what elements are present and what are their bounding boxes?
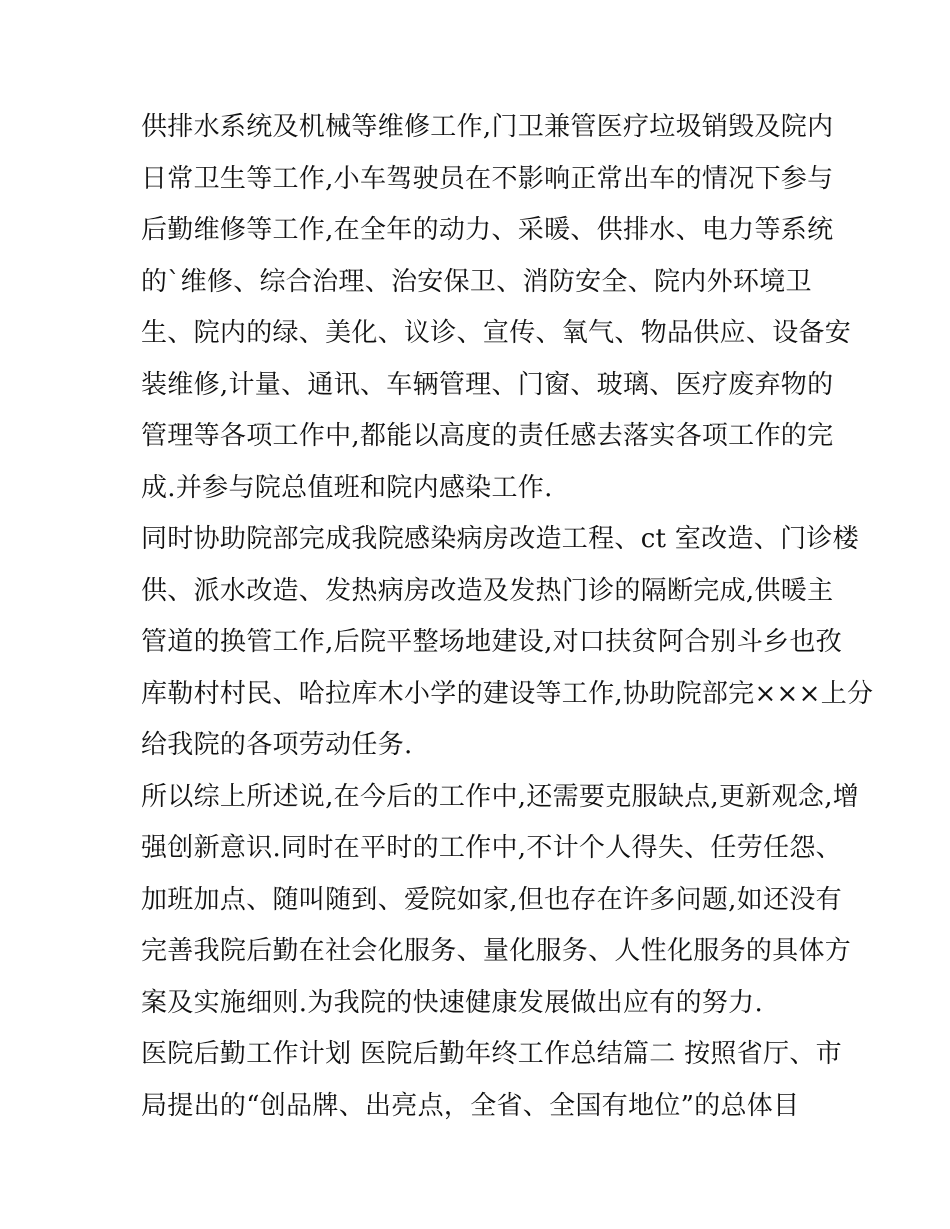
text-line: 给我院的各项劳动任务.	[141, 730, 413, 760]
text-line: 后勤维修等工作,在全年的动力、采暖、供排水、电力等系统	[141, 215, 834, 245]
text-line: 局提出的“创品牌、出亮点，全省、全国有地位”的总体目	[141, 1090, 800, 1121]
text-line: 日常卫生等工作,小车驾驶员在不影响正常出车的情况下参与	[141, 163, 834, 194]
text-line: 成.并参与院总值班和院内感染工作.	[141, 472, 553, 503]
text-line: 管理等各项工作中,都能以高度的责任感去落实各项工作的完	[141, 421, 834, 451]
text-line: 医院后勤工作计划 医院后勤年终工作总结篇二 按照省厅、市	[141, 1039, 842, 1069]
text-line: 加班加点、随叫随到、爱院如家,但也存在许多问题,如还没有	[141, 884, 842, 915]
text-line: 库勒村村民、哈拉库木小学的建设等工作,协助院部完×××上分	[141, 678, 874, 709]
text-line: 装维修,计量、通讯、车辆管理、门窗、玻璃、医疗废弃物的	[141, 369, 834, 400]
text-line: 供排水系统及机械等维修工作,门卫兼管医疗垃圾销毁及院内	[141, 112, 834, 142]
text-line: 同时协助院部完成我院感染病房改造工程、ct 室改造、门诊楼	[141, 524, 859, 554]
text-line: 所以综上所述说,在今后的工作中,还需要克服缺点,更新观念,增	[141, 781, 860, 812]
text-line: 案及实施细则.为我院的快速健康发展做出应有的努力.	[141, 987, 764, 1018]
text-line: 供、派水改造、发热病房改造及发热门诊的隔断完成,供暖主	[141, 575, 834, 606]
text-line: 管道的换管工作,后院平整场地建设,对口扶贫阿合别斗乡也孜	[141, 627, 842, 657]
text-line: 强创新意识.同时在平时的工作中,不计个人得失、任劳任怨、	[141, 833, 842, 863]
text-line: 生、院内的绿、美化、议诊、宣传、氧气、物品供应、设备安	[141, 318, 852, 348]
document-body	[141, 102, 874, 1132]
text-line: 的`维修、综合治理、治安保卫、消防安全、院内外环境卫	[141, 266, 812, 297]
text-line: 完善我院后勤在社会化服务、量化服务、人性化服务的具体方	[141, 936, 852, 966]
